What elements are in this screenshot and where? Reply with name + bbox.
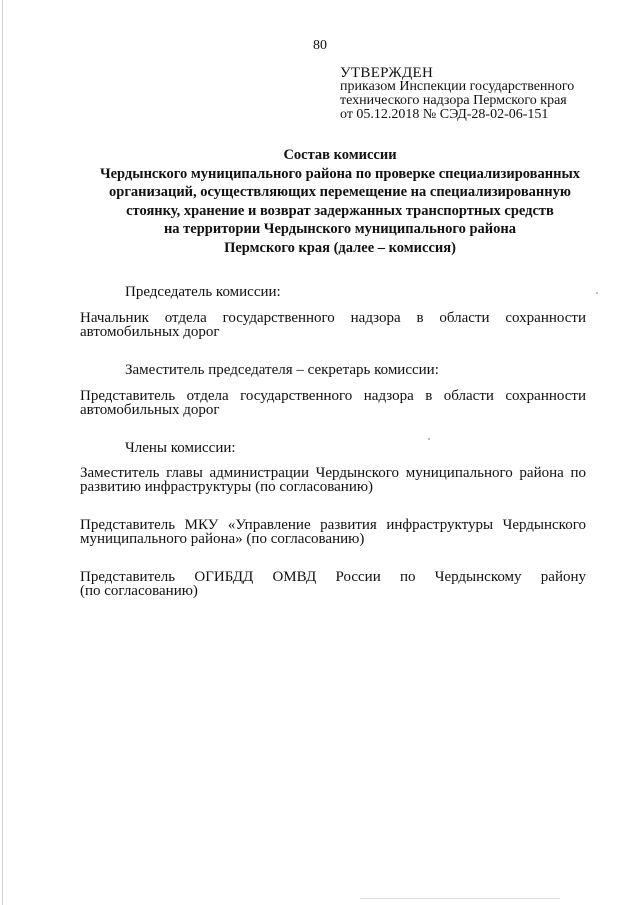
chairman-heading: Председатель комиссии: [125,284,281,300]
entry-line: Представитель МКУ «Управление развития инфраструктуры Чердынского [80,517,586,533]
entry-line: автомобильных дорог [80,324,220,340]
entry-line: Представитель ОГИБДД ОМВД России по Чердынскому району [80,569,586,585]
approval-title: УТВЕРЖДЕН [340,65,434,81]
title-line: на территории Чердынского муниципального района [163,221,517,238]
deputy-heading: Заместитель председателя – секретарь комиссии: [125,362,439,378]
scan-speck [428,438,430,440]
title-line: Чердынского муниципального района по проверке специализированных [99,165,581,182]
approval-line: технического надзора Пермского края [340,93,567,108]
page-number: 80 [313,38,327,53]
chairman-entry [80,311,586,339]
title-line: Пермского края (далее – комиссия) [224,239,456,256]
entry-line: муниципального района» (по согласованию) [80,531,365,547]
approval-line: приказом Инспекции государственного [340,79,575,94]
entry-line: развитию инфраструктуры (по согласованию) [80,479,374,495]
title-line: стоянку, хранение и возврат задержанных транспортных средств [126,202,554,219]
member-entry [80,518,586,546]
member-entry [80,570,586,598]
approval-stamp [340,66,574,122]
scan-artifact-line [360,898,560,899]
scan-edge [2,0,3,905]
document-title [70,146,610,258]
deputy-entry [80,389,586,417]
members-heading: Члены комиссии: [125,440,236,456]
title-line: Состав комиссии [283,147,397,163]
entry-line: автомобильных дорог [80,402,220,418]
entry-line: Начальник отдела государственного надзора в области сохранности [80,310,586,326]
title-line: организаций, осуществляющих перемещение на специализированную [109,184,571,201]
entry-line: (по согласованию) [80,583,198,599]
entry-line: Заместитель главы администрации Чердынского муниципального района по [80,465,586,481]
member-entry [80,466,586,494]
entry-line: Представитель отдела государственного надзора в области сохранности [80,388,586,404]
approval-line: от 05.12.2018 № СЭД-28-02-06-151 [340,107,549,122]
scan-speck [596,292,598,294]
